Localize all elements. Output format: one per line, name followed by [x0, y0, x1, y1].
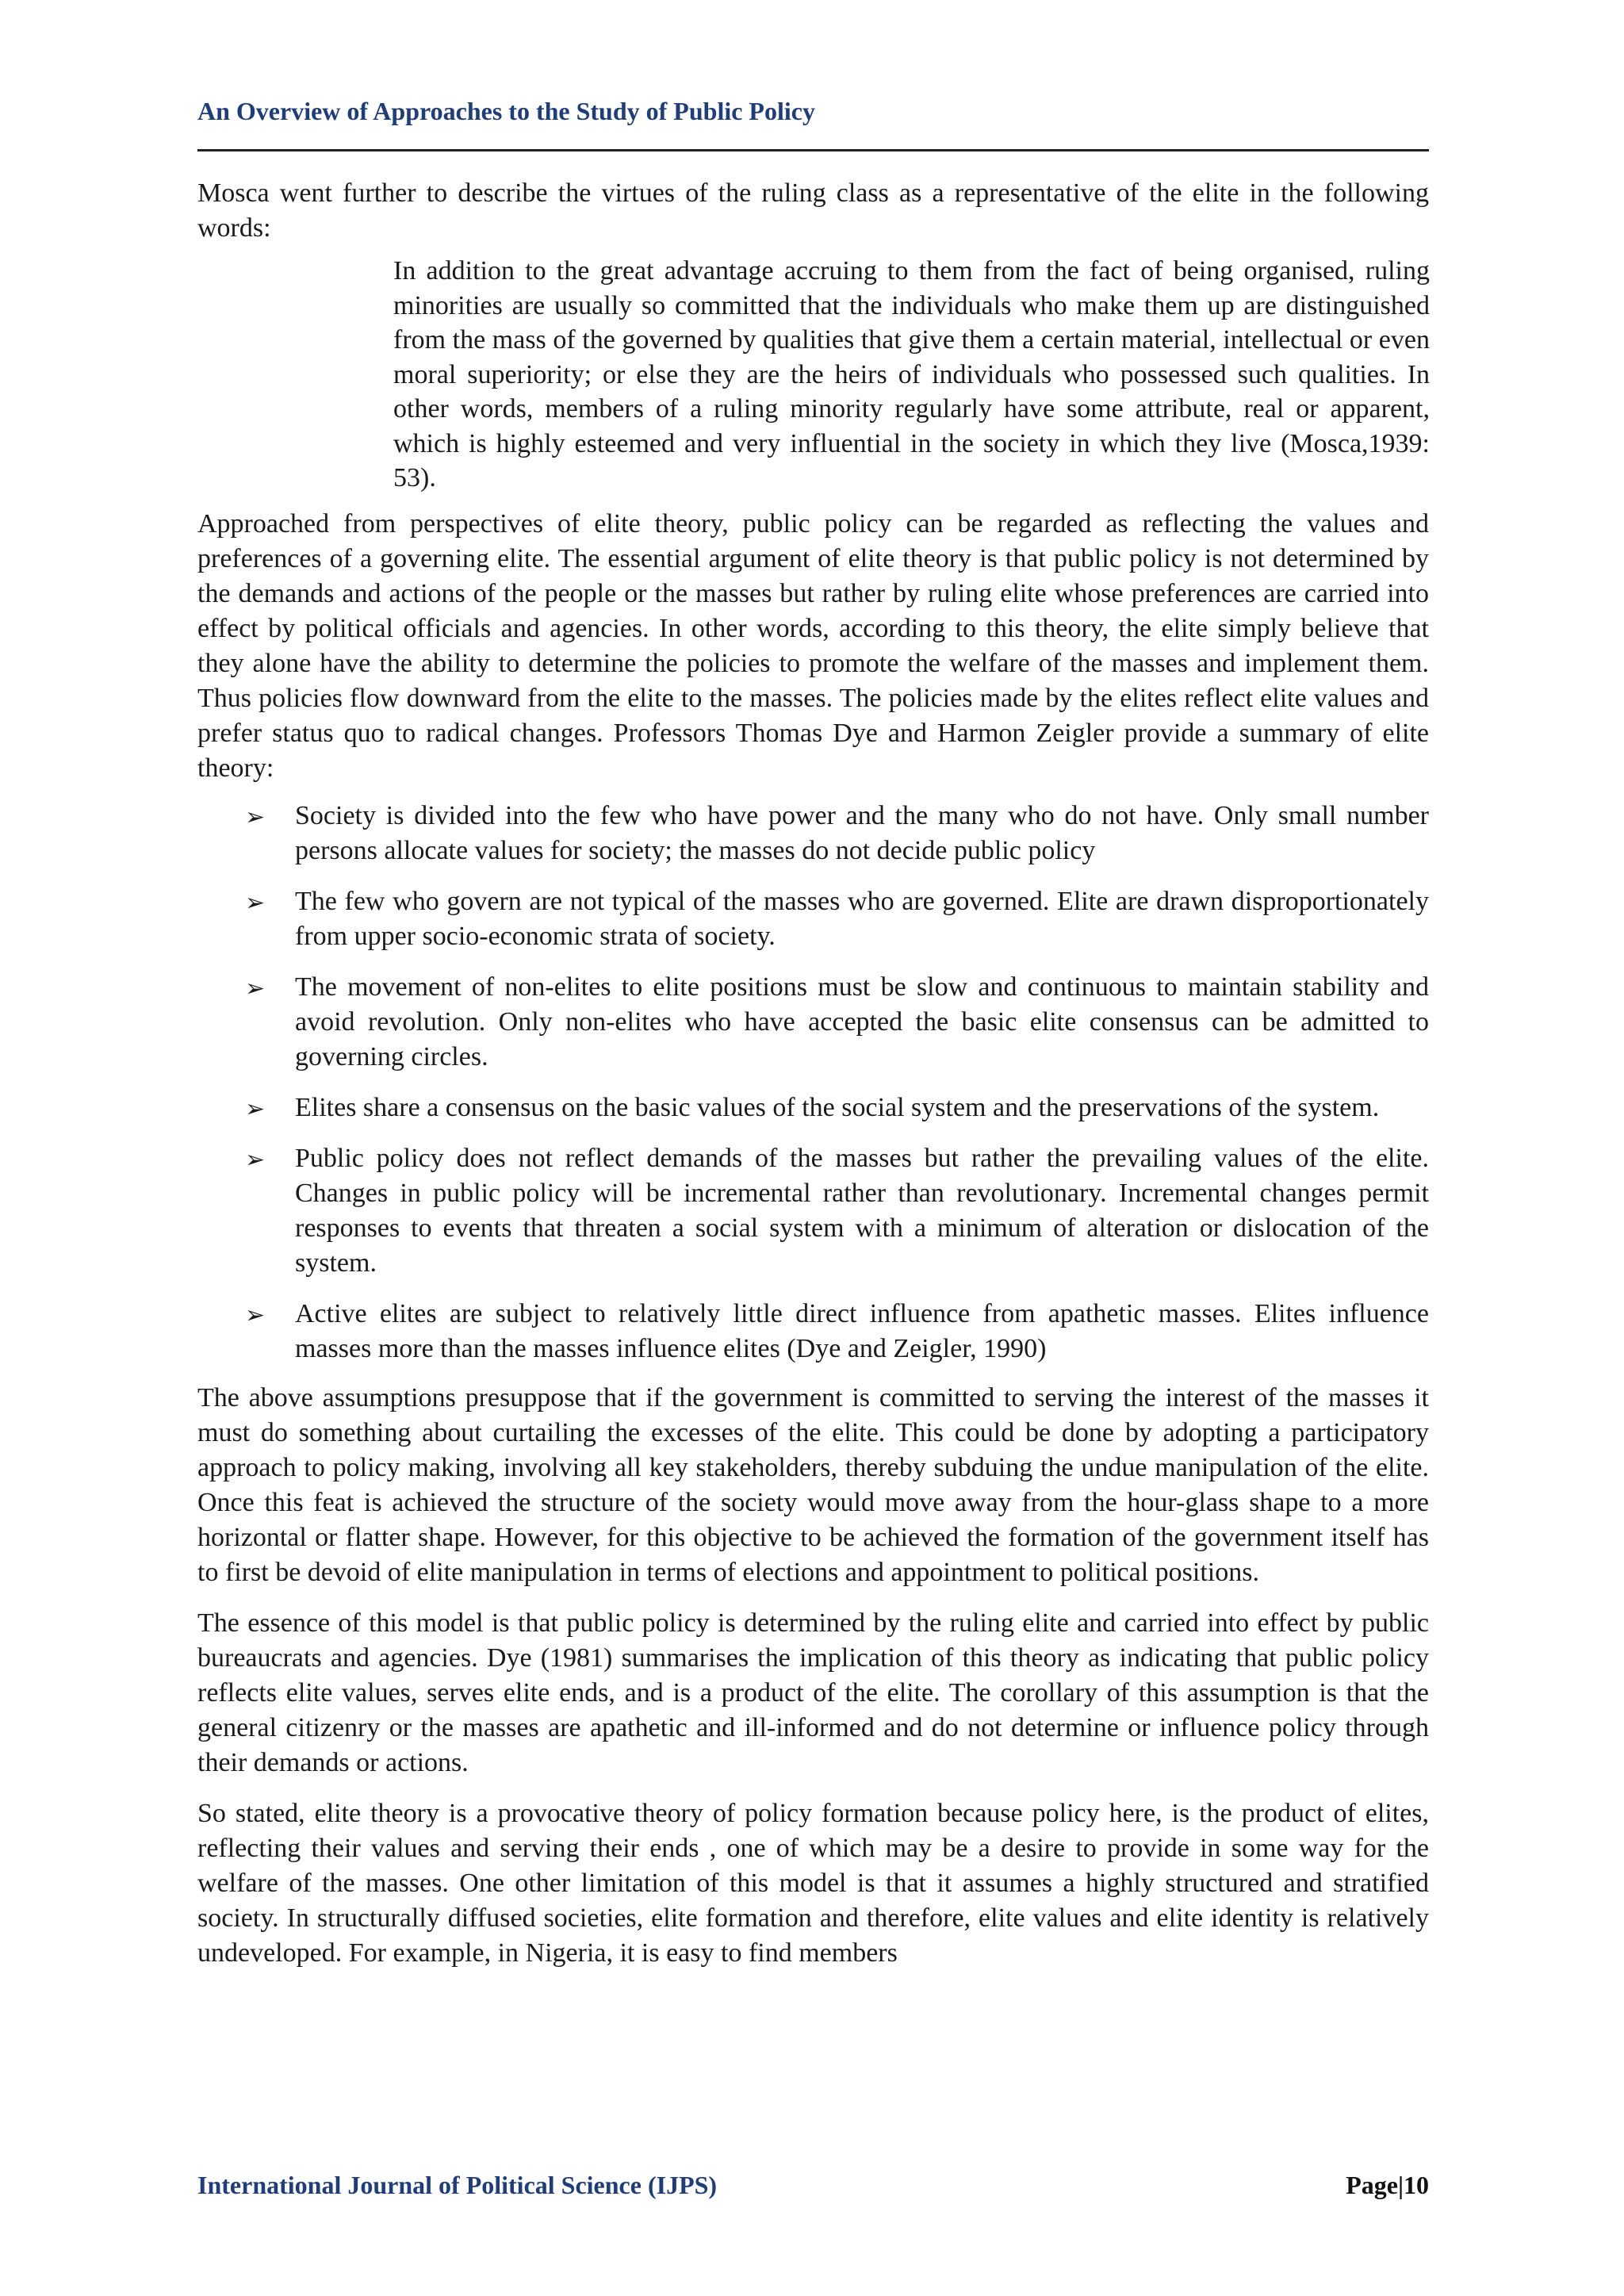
provocative-theory-paragraph: So stated, elite theory is a provocative theory of policy formation because policy here, is the product of elites, reflecting their values and serving their ends , one of which may be a desire to provide in some way for the welfare of the masses. One other limitation of this model is that it assumes a highly structured and stratified society. In structurally diffused societies, elite formation and therefore, elite values and elite identity is relatively undeveloped. For example, in Nigeria, it is easy to find members — [197, 1798, 1429, 1968]
list-item-text: The movement of non-elites to elite positions must be slow and continuous to maintain stability and avoid revolution. Only non-elites who have accepted the basic elite consensus can be admitted to governing circles. — [295, 972, 1429, 1071]
assumptions-paragraph: The above assumptions presuppose that if the government is committed to serving the interest of the masses it must do something about curtailing the excesses of the elite. This could be done by adopting a participatory approach to policy making, involving all key stakeholders, thereby subduing the undue manipulation of the elite. Once this feat is achieved the structure of the society would move away from the hour-glass shape to a more horizontal or flatter shape. However, for this objective to be achieved the formation of the government itself has to first be devoid of elite manipulation in terms of elections and appointment to political positions. — [197, 1382, 1429, 1587]
journal-footer: International Journal of Political Science (IJPS) — [197, 2171, 718, 2199]
list-item — [197, 1297, 1429, 1366]
arrowhead-bullet-icon: ➢ — [245, 803, 266, 831]
arrowhead-bullet-icon: ➢ — [245, 888, 266, 917]
elite-theory-summary-list — [197, 799, 1429, 1366]
list-item — [197, 970, 1429, 1075]
intro-paragraph: Mosca went further to describe the virtues of the ruling class as a representative of the elite in the following words: — [197, 178, 1429, 243]
arrowhead-bullet-icon: ➢ — [245, 1094, 266, 1123]
model-essence-paragraph: The essence of this model is that public policy is determined by the ruling elite and carried into effect by public bureaucrats and agencies. Dye (1981) summarises the implication of this theory as indicating that public policy reflects elite values, serves elite ends, and is a product of the elite. The corollary of this assumption is that the general citizenry or the masses are apathetic and ill-informed and do not determine or influence policy through their demands or actions. — [197, 1608, 1429, 1777]
running-header: An Overview of Approaches to the Study of Public Policy — [197, 97, 815, 125]
arrowhead-bullet-icon: ➢ — [245, 1145, 266, 1174]
arrowhead-bullet-icon: ➢ — [245, 1301, 266, 1329]
list-item-text: Society is divided into the few who have power and the many who do not have. Only small number persons allocate values for society; the masses do not decide public policy — [295, 800, 1429, 865]
list-item — [197, 799, 1429, 868]
list-item-text: The few who govern are not typical of the masses who are governed. Elite are drawn disproportionately from upper socio-economic strata of society. — [295, 886, 1429, 951]
elite-theory-paragraph: Approached from perspectives of elite theory, public policy can be regarded as reflecting the values and preferences of a governing elite. The essential argument of elite theory is that public policy is not determined by the demands and actions of the people or the masses but rather by ruling elite whose preferences are carried into effect by political officials and agencies. In other words, according to this theory, the elite simply believe that they alone have the ability to determine the policies to promote the welfare of the masses and implement them. Thus policies flow downward from the elite to the masses. The policies made by the elites reflect elite values and prefer status quo to radical changes. Professors Thomas Dye and Harmon Zeigler provide a summary of elite theory: — [197, 508, 1429, 783]
list-item-text: Elites share a consensus on the basic values of the social system and the preservations of the system. — [295, 1092, 1380, 1122]
list-item — [197, 884, 1429, 954]
list-item — [197, 1091, 1429, 1125]
header-rule — [197, 149, 1429, 151]
mosca-quote: In addition to the great advantage accruing to them from the fact of being organised, ruling minorities are usually so committed that the individuals who make them up are distinguished from the mass of the governed by qualities that give them a certain material, intellectual or even moral superiority; or else they are the heirs of individuals who possessed such qualities. In other words, members of a ruling minority regularly have some attribute, real or apparent, which is highly esteemed and very influential in the society in which they live (Mosca,1939: 53). — [393, 256, 1430, 493]
list-item — [197, 1141, 1429, 1281]
list-item-text: Active elites are subject to relatively little direct influence from apathetic masses. Elites influence masses more than the masses influence elites (Dye and Zeigler, 1990) — [295, 1298, 1429, 1363]
list-item-text: Public policy does not reflect demands of the masses but rather the prevailing values of the elite. Changes in public policy will be incremental rather than revolutionary. Incremental changes permit responses to events that threaten a social system with a minimum of alteration or dislocation of the system. — [295, 1143, 1429, 1278]
page-number: Page|10 — [1346, 2171, 1429, 2199]
arrowhead-bullet-icon: ➢ — [245, 974, 266, 1002]
article-body — [197, 176, 1429, 1971]
